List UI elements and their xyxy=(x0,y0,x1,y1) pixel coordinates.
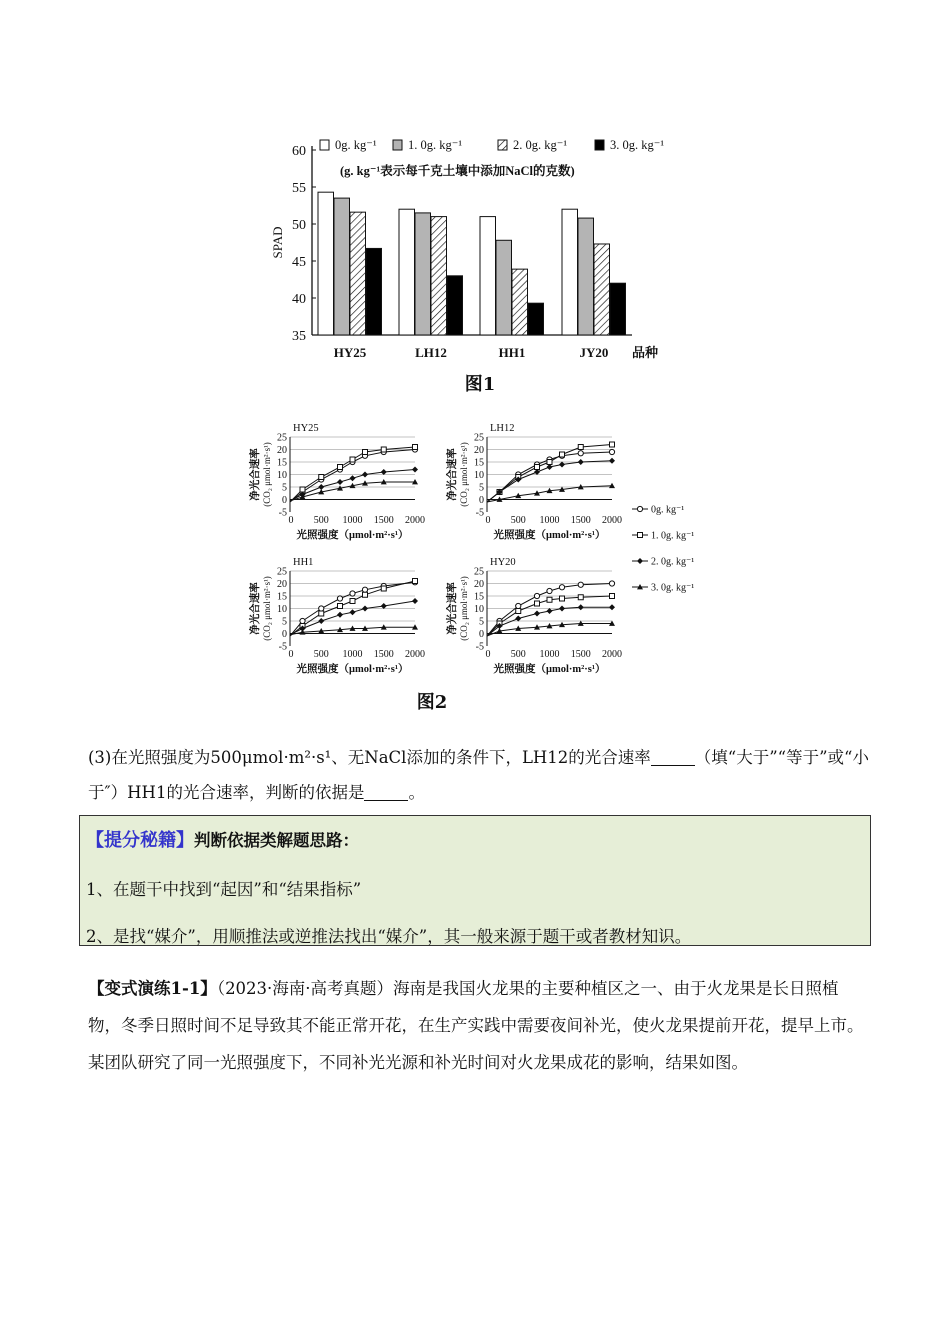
data-point xyxy=(578,604,584,610)
x-tick-label: 1000 xyxy=(342,515,363,526)
panel-hy25 xyxy=(248,423,425,541)
y-tick-label: 0 xyxy=(479,495,484,506)
y-tick-label: 15 xyxy=(277,457,287,469)
question-part2: （填“大于”“等于”或“小于″）HH1的光合速率，判断的依据是 xyxy=(88,748,869,802)
y-tick-label: -5 xyxy=(278,641,287,653)
x-tick-label: 0 xyxy=(485,515,491,526)
x-tick-label: 2000 xyxy=(602,649,622,660)
x-tick-label: 1000 xyxy=(539,649,560,660)
panel-lh12 xyxy=(445,423,622,541)
panel-hy20 xyxy=(445,557,622,675)
y-axis-label: SPAD xyxy=(270,226,285,259)
data-point xyxy=(547,588,552,593)
y-tick-label: 20 xyxy=(277,445,287,456)
question-part1: (3)在光照强度为500μmol·m²·s¹、无NaCl添加的条件下，LH12的光合速率 xyxy=(88,748,651,767)
y-tick-label: 10 xyxy=(277,604,287,615)
data-point xyxy=(534,593,539,598)
y-tick-label: -5 xyxy=(475,641,484,653)
y-tick-label: 60 xyxy=(292,144,306,159)
category-label: LH12 xyxy=(415,345,447,360)
data-point xyxy=(381,586,386,591)
data-point xyxy=(609,604,615,610)
legend-label: 0g. kg⁻¹ xyxy=(651,504,685,516)
data-point xyxy=(318,618,324,624)
y-tick-label: 10 xyxy=(474,604,484,615)
figure1-caption: 图1 xyxy=(464,374,496,395)
y-axis-label: 净光合速率 xyxy=(250,582,261,635)
data-point xyxy=(362,472,368,478)
data-point xyxy=(516,609,521,614)
bar xyxy=(496,240,512,335)
data-point xyxy=(350,475,356,481)
bar xyxy=(447,276,463,335)
legend-label: 3. 0g. kg⁻¹ xyxy=(610,138,665,152)
legend-label: 3. 0g. kg⁻¹ xyxy=(651,582,695,594)
data-point xyxy=(637,558,643,564)
bar xyxy=(562,209,578,335)
data-point xyxy=(381,603,387,609)
data-point xyxy=(413,445,418,450)
y-tick-label: 25 xyxy=(474,432,484,444)
data-point xyxy=(362,606,368,612)
x-tick-label: 1000 xyxy=(342,649,363,660)
data-point xyxy=(350,457,355,462)
data-point xyxy=(515,616,521,622)
data-point xyxy=(337,612,343,618)
x-tick-label: 2000 xyxy=(602,515,622,526)
x-tick-label: 1500 xyxy=(570,515,591,526)
tips-box xyxy=(79,815,871,946)
panel-title: HH1 xyxy=(293,557,314,568)
legend-label: 1. 0g. kg⁻¹ xyxy=(651,530,695,542)
data-point xyxy=(609,449,614,454)
question-part3: 。 xyxy=(408,783,425,802)
data-point xyxy=(337,596,342,601)
panel-title: LH12 xyxy=(490,423,515,434)
y-tick-label: 15 xyxy=(474,457,484,469)
x-tick-label: 1500 xyxy=(373,649,394,660)
y-axis-label-units: (CO₂ μmol·m²·s¹) xyxy=(459,442,469,507)
y-tick-label: 20 xyxy=(474,445,484,456)
y-tick-label: -5 xyxy=(475,507,484,519)
data-point xyxy=(413,579,418,584)
legend-label: 2. 0g. kg⁻¹ xyxy=(513,138,568,152)
y-tick-label: 35 xyxy=(292,329,306,344)
legend-swatch xyxy=(595,140,604,150)
y-axis-label-units: (CO₂ μmol·m²·s¹) xyxy=(459,576,469,641)
y-tick-label: 5 xyxy=(282,616,287,628)
data-point xyxy=(560,452,565,457)
y-tick-label: 5 xyxy=(479,482,484,494)
data-point xyxy=(319,606,324,611)
x-axis-label: 光照强度（μmol·m²·s¹） xyxy=(493,530,606,541)
answer-blank-2[interactable] xyxy=(364,784,408,802)
y-tick-label: 55 xyxy=(292,181,306,196)
data-point xyxy=(560,596,565,601)
data-point xyxy=(559,585,564,590)
data-point xyxy=(338,604,343,609)
legend-label: 0g. kg⁻¹ xyxy=(335,138,377,152)
y-tick-label: 25 xyxy=(277,432,287,444)
y-tick-label: 45 xyxy=(292,255,306,270)
y-tick-label: 20 xyxy=(277,579,287,590)
y-axis-label: 净光合速率 xyxy=(250,448,261,501)
data-point xyxy=(609,458,615,464)
data-point xyxy=(381,447,386,452)
data-point xyxy=(516,603,521,608)
bar xyxy=(431,217,447,335)
data-point xyxy=(547,460,552,465)
exercise-text: （2023·海南·高考真题）海南是我国火龙果的主要种植区之一、由于火龙果是长日照植物，冬季日照时间不足导致其不能正常开花，在生产实践中需要夜间补光，使火龙果提前开花，提早上市。某团队研究了同一光照强度下，不同补光光源和补光时间对火龙果成花的影响，结果如图。 xyxy=(88,979,864,1072)
question-text xyxy=(88,740,878,810)
data-point xyxy=(610,594,615,599)
y-tick-label: 40 xyxy=(292,292,306,307)
bar xyxy=(350,212,366,335)
y-tick-label: 25 xyxy=(277,566,287,578)
panel-hh1 xyxy=(248,557,425,675)
bar xyxy=(318,192,334,335)
x-tick-label: 0 xyxy=(485,649,491,660)
legend-label: 2. 0g. kg⁻¹ xyxy=(651,556,695,568)
x-tick-label: 1500 xyxy=(570,649,591,660)
y-tick-label: 10 xyxy=(277,470,287,481)
data-point xyxy=(578,582,583,587)
data-point xyxy=(412,598,418,604)
category-label: HH1 xyxy=(498,345,526,360)
data-point xyxy=(578,595,583,600)
y-tick-label: 50 xyxy=(292,218,306,233)
data-point xyxy=(300,618,305,623)
tips-line-1: 1、在题干中找到“起因”和“结果指标” xyxy=(86,880,362,899)
data-point xyxy=(362,587,367,592)
figure1-note: (g. kg⁻¹表示每千克土壤中添加NaCl的克数) xyxy=(340,164,575,178)
data-point xyxy=(319,475,324,480)
category-label: JY20 xyxy=(579,345,609,360)
data-point xyxy=(547,608,553,614)
y-tick-label: 25 xyxy=(474,566,484,578)
y-axis-label: 净光合速率 xyxy=(447,448,458,501)
data-point xyxy=(559,606,565,612)
legend-swatch xyxy=(320,140,329,150)
x-tick-label: 2000 xyxy=(405,515,425,526)
y-tick-label: -5 xyxy=(278,507,287,519)
panel-title: HY25 xyxy=(293,423,319,434)
bar xyxy=(528,303,544,335)
bar xyxy=(480,217,496,335)
bar xyxy=(610,283,626,335)
data-point xyxy=(337,479,343,485)
y-axis-label-units: (CO₂ μmol·m²·s¹) xyxy=(262,576,272,641)
bar xyxy=(399,209,415,335)
y-tick-label: 0 xyxy=(282,629,287,640)
bar xyxy=(578,218,594,335)
data-point xyxy=(381,469,387,475)
data-point xyxy=(578,445,583,450)
data-point xyxy=(610,442,615,447)
y-tick-label: 5 xyxy=(479,616,484,628)
exercise-paragraph xyxy=(88,970,864,1081)
x-tick-label: 500 xyxy=(510,649,526,660)
answer-blank-1[interactable] xyxy=(651,749,695,767)
data-point xyxy=(534,611,540,617)
tips-heading-line xyxy=(86,826,359,852)
data-point xyxy=(338,465,343,470)
data-point xyxy=(559,462,565,468)
y-tick-label: 5 xyxy=(282,482,287,494)
data-point xyxy=(535,601,540,606)
bar xyxy=(366,248,382,335)
x-tick-label: 0 xyxy=(288,515,294,526)
figure2-caption: 图2 xyxy=(416,692,448,713)
figure2-line-charts xyxy=(240,412,720,687)
y-tick-label: 0 xyxy=(479,629,484,640)
data-point xyxy=(350,609,356,615)
x-tick-label: 1500 xyxy=(373,515,394,526)
category-label: HY25 xyxy=(333,345,367,360)
data-point xyxy=(547,597,552,602)
data-point xyxy=(535,465,540,470)
bar xyxy=(415,213,431,335)
data-point xyxy=(300,487,305,492)
data-point xyxy=(578,451,583,456)
y-tick-label: 15 xyxy=(277,591,287,603)
data-point xyxy=(638,533,643,538)
data-point xyxy=(637,506,642,511)
y-axis-label-units: (CO₂ μmol·m²·s¹) xyxy=(262,442,272,507)
y-tick-label: 20 xyxy=(474,579,484,590)
exercise-tag: 【变式演练1-1】 xyxy=(88,979,217,998)
x-tick-label: 500 xyxy=(510,515,526,526)
y-tick-label: 10 xyxy=(474,470,484,481)
data-point xyxy=(319,611,324,616)
x-axis-label: 光照强度（μmol·m²·s¹） xyxy=(296,530,409,541)
y-tick-label: 0 xyxy=(282,495,287,506)
x-axis-label: 光照强度（μmol·m²·s¹） xyxy=(493,664,606,675)
x-axis-label: 光照强度（μmol·m²·s¹） xyxy=(296,664,409,675)
panel-title: HY20 xyxy=(490,557,516,568)
legend-swatch xyxy=(498,140,507,150)
x-tick-label: 500 xyxy=(313,649,329,660)
tips-line-2: 2、是找“媒介”，用顺推法或逆推法找出“媒介”，其一般来源于题干或者教材知识。 xyxy=(86,927,692,946)
legend-swatch xyxy=(393,140,402,150)
x-axis-label: 品种 xyxy=(631,345,659,360)
bar xyxy=(594,244,610,335)
tips-heading: 判断依据类解题思路： xyxy=(194,831,359,850)
data-point xyxy=(609,581,614,586)
figure1-bar-chart xyxy=(260,130,700,370)
tips-tag: 【提分秘籍】 xyxy=(86,830,194,851)
y-tick-label: 15 xyxy=(474,591,484,603)
x-tick-label: 2000 xyxy=(405,649,425,660)
data-point xyxy=(363,450,368,455)
data-point xyxy=(363,592,368,597)
x-tick-label: 1000 xyxy=(539,515,560,526)
x-tick-label: 0 xyxy=(288,649,294,660)
data-point xyxy=(350,591,355,596)
x-tick-label: 500 xyxy=(313,515,329,526)
data-point xyxy=(350,599,355,604)
y-axis-label: 净光合速率 xyxy=(447,582,458,635)
data-point xyxy=(578,459,584,465)
bar xyxy=(334,198,350,335)
bar xyxy=(512,269,528,335)
legend-label: 1. 0g. kg⁻¹ xyxy=(408,138,463,152)
data-point xyxy=(412,467,418,473)
